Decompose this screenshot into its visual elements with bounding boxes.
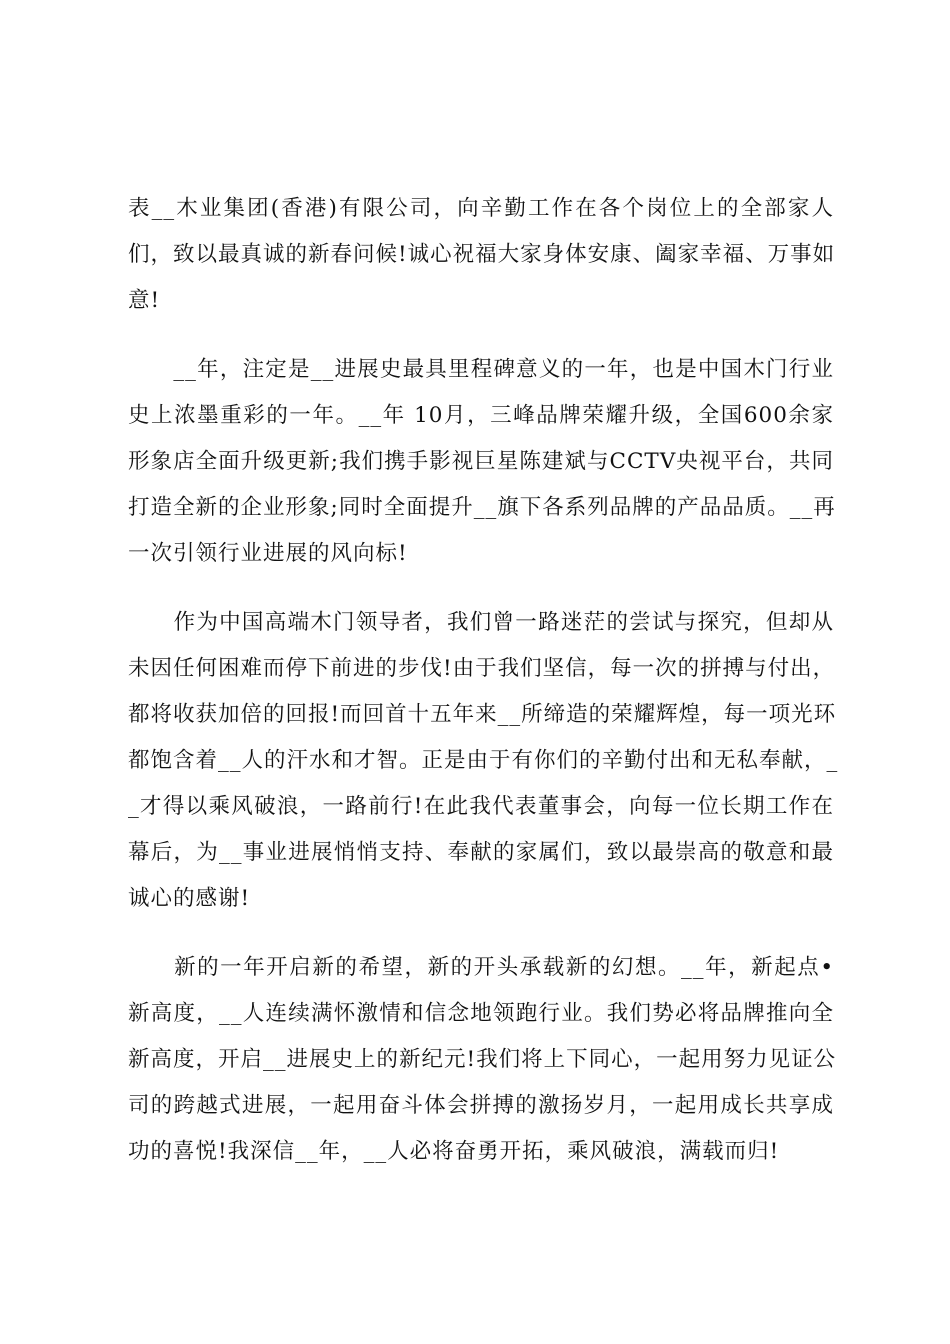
text-line: 都饱含着__人的汗水和才智。正是由于有你们的辛勤付出和无私奉献，_ bbox=[128, 748, 839, 773]
text-line: 司的跨越式进展，一起用奋斗体会拼搏的激扬岁月，一起用成长共享成 bbox=[128, 1093, 834, 1118]
paragraph-new-year-outlook bbox=[128, 945, 837, 1175]
text-line: 形象店全面升级更新;我们携手影视巨星陈建斌与CCTV央视平台，共同 bbox=[128, 449, 834, 474]
text-line: 新的一年开启新的希望，新的开头承载新的幻想。__年，新起点• bbox=[128, 955, 834, 980]
text-line: 新高度，__人连续满怀激情和信念地领跑行业。我们势必将品牌推向全 bbox=[128, 1001, 834, 1026]
text-line: 表__木业集团(香港)有限公司，向辛勤工作在各个岗位上的全部家人 bbox=[128, 196, 834, 221]
text-line: 打造全新的企业形象;同时全面提升__旗下各系列品牌的产品品质。__再 bbox=[128, 495, 836, 520]
text-line: 一次引领行业进展的风向标! bbox=[128, 541, 408, 566]
text-line: 史上浓墨重彩的一年。__年 10月，三峰品牌荣耀升级，全国600余家 bbox=[128, 403, 834, 428]
text-line: 幕后，为__事业进展悄悄支持、奉献的家属们，致以最崇高的敬意和最 bbox=[128, 840, 834, 865]
document-body bbox=[128, 186, 839, 1198]
text-line: __年，注定是__进展史最具里程碑意义的一年，也是中国木门行业 bbox=[128, 357, 834, 382]
text-line: 们，致以最真诚的新春问候!诚心祝福大家身体安康、阖家幸福、万事如 bbox=[128, 242, 836, 267]
text-line: _才得以乘风破浪，一路前行!在此我代表董事会，向每一位长期工作在 bbox=[128, 794, 834, 819]
paragraph-gratitude bbox=[128, 600, 839, 922]
text-line: 作为中国高端木门领导者，我们曾一路迷茫的尝试与探究，但却从 bbox=[128, 610, 834, 635]
text-line: 意! bbox=[128, 288, 161, 313]
text-line: 未因任何困难而停下前进的步伐!由于我们坚信，每一次的拼搏与付出， bbox=[128, 656, 836, 681]
text-line: 新高度，开启__进展史上的新纪元!我们将上下同心，一起用努力见证公 bbox=[128, 1047, 837, 1072]
text-line: 都将收获加倍的回报!而回首十五年来__所缔造的荣耀辉煌，每一项光环 bbox=[128, 702, 837, 727]
text-line: 功的喜悦!我深信__年，__人必将奋勇开拓，乘风破浪，满载而归! bbox=[128, 1139, 780, 1164]
paragraph-greeting bbox=[128, 186, 834, 324]
paragraph-milestone-year bbox=[128, 347, 834, 577]
text-line: 诚心的感谢! bbox=[128, 886, 251, 911]
